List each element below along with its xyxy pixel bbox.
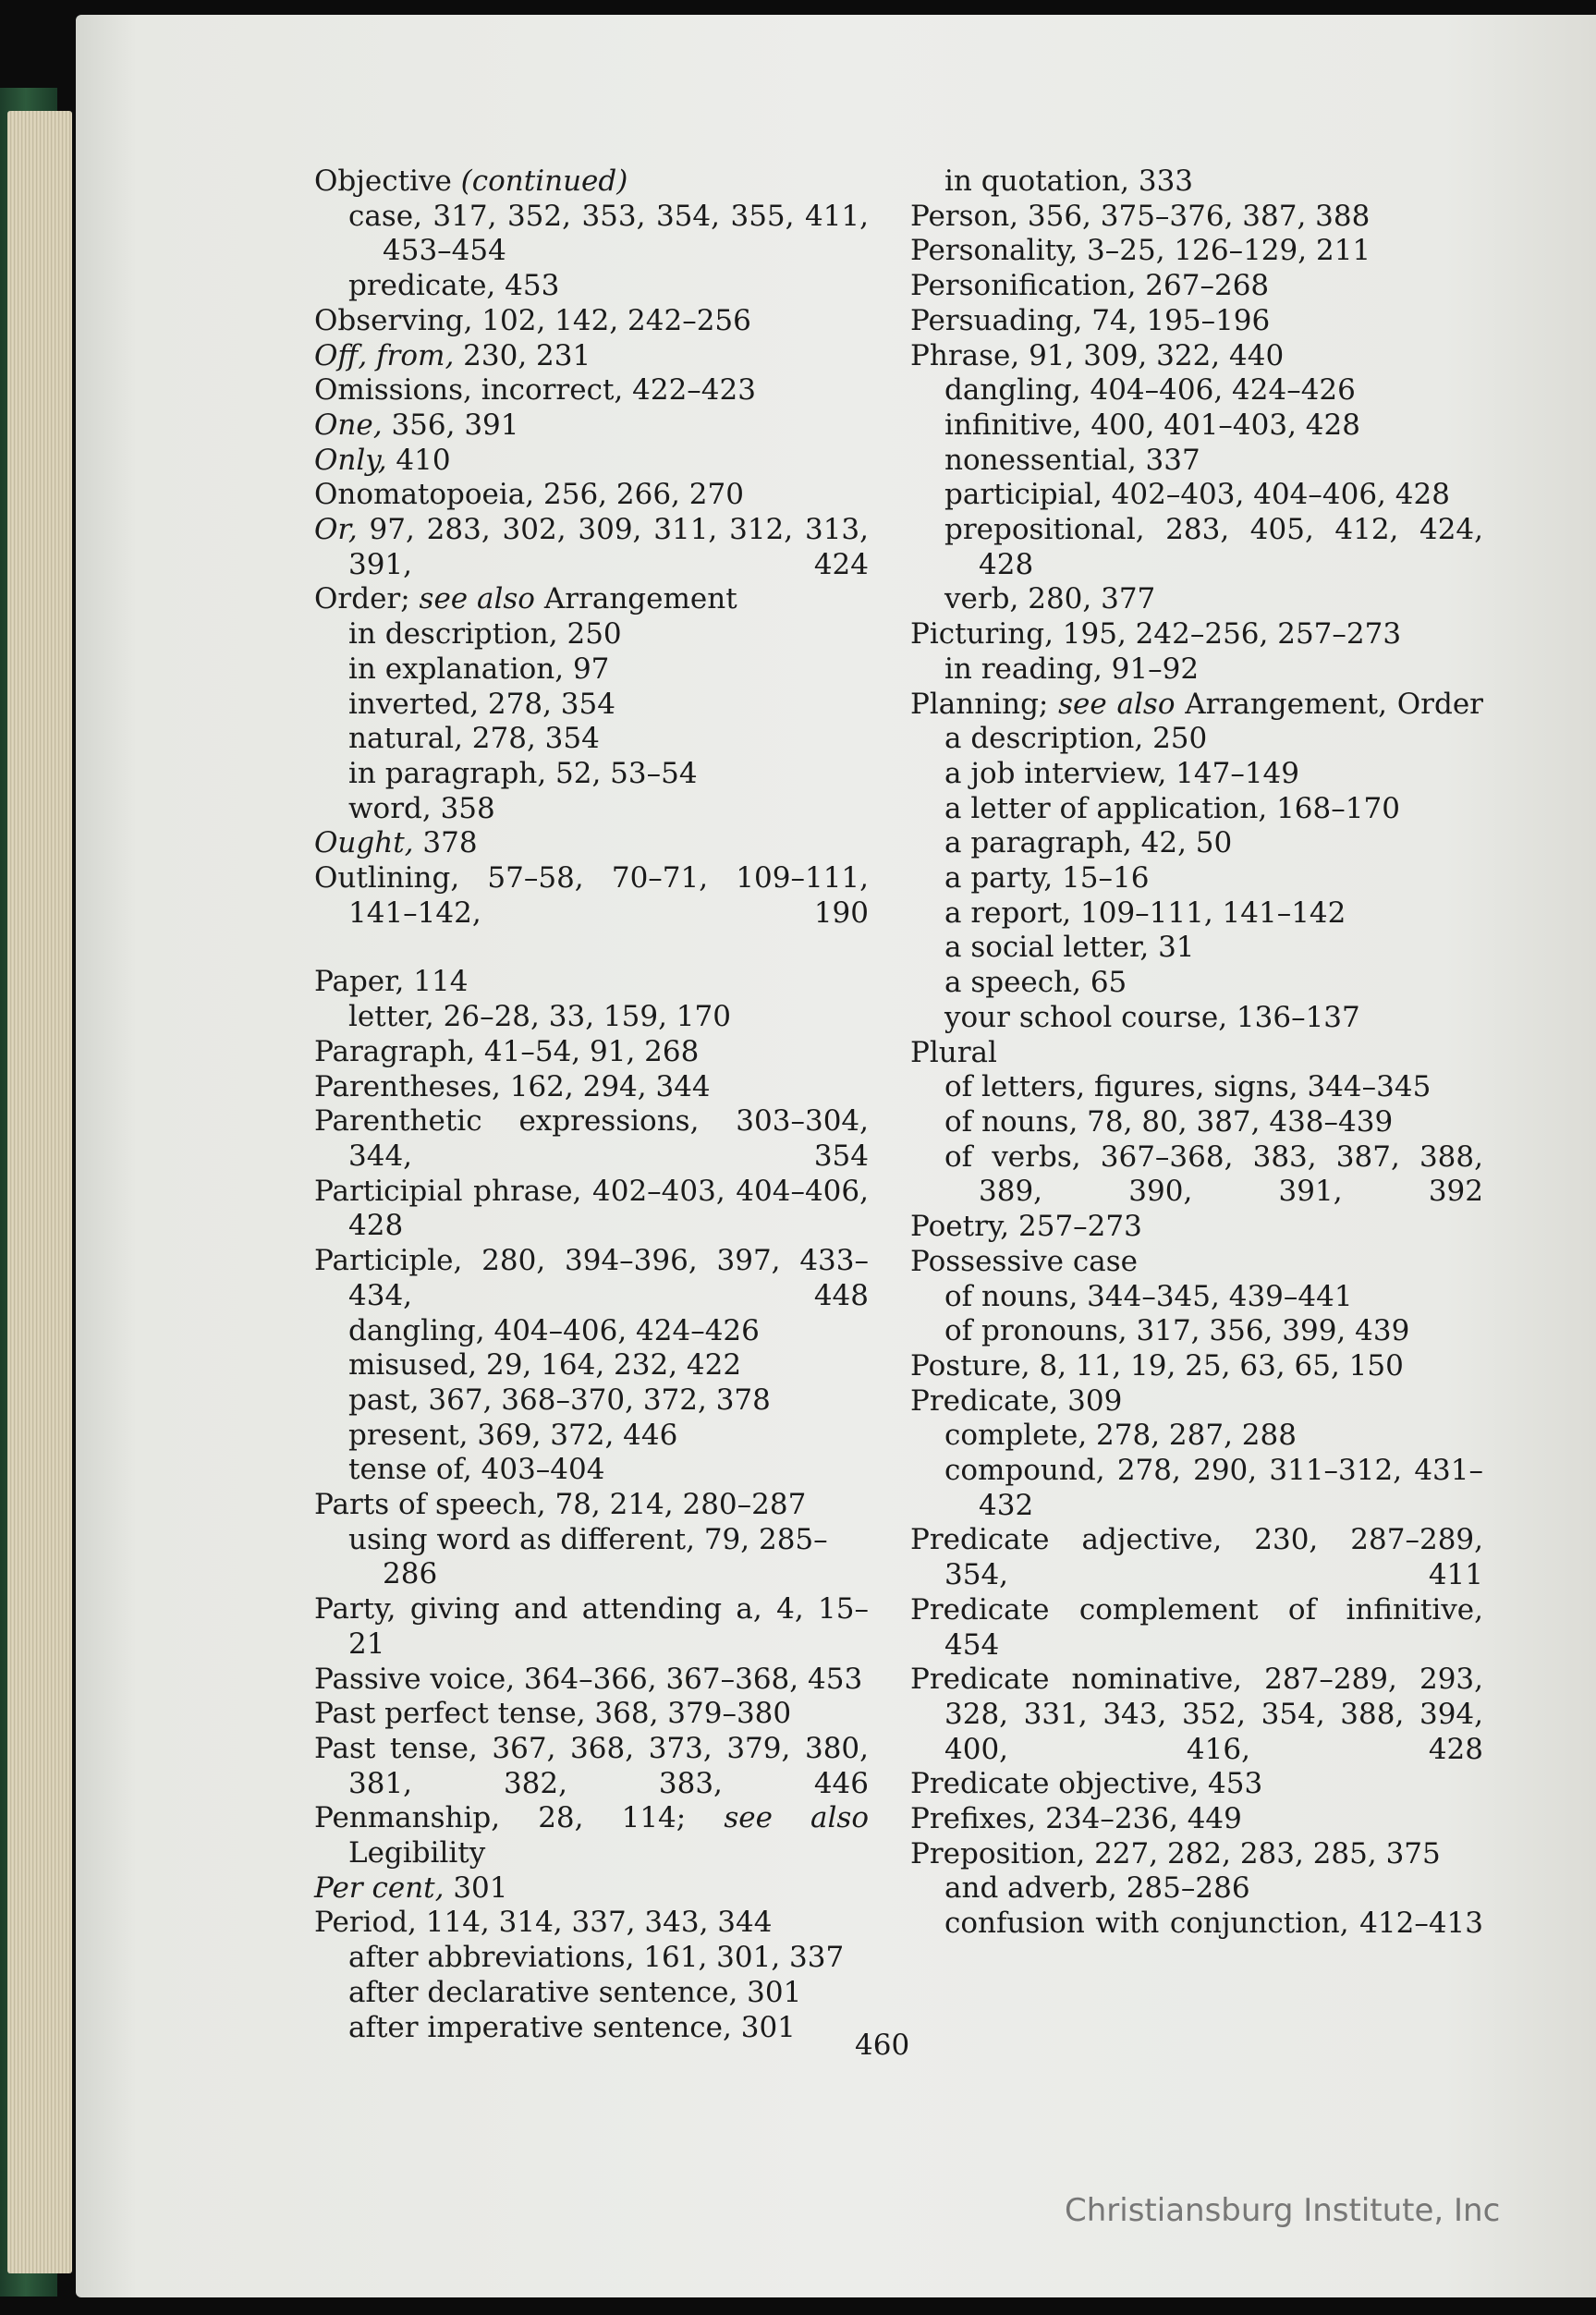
- index-entry: [910, 1349, 1483, 1384]
- entry-italic: Only,: [314, 443, 387, 477]
- index-subentry: [314, 792, 869, 827]
- entry-text: letter, 26–28, 33, 159, 170: [348, 1000, 731, 1034]
- entry-italic: Per cent,: [314, 1870, 445, 1905]
- entry-text: a report, 109–111, 141–142: [944, 896, 1346, 930]
- index-entry: [910, 617, 1483, 652]
- index-entry: [910, 1593, 1483, 1663]
- entry-text: Phrase, 91, 309, 322, 440: [910, 338, 1285, 372]
- index-subentry: [314, 688, 869, 723]
- entry-text: inverted, 278, 354: [348, 687, 615, 721]
- index-entry: [314, 1488, 869, 1523]
- index-subentry: [910, 1871, 1483, 1907]
- entry-text: Penmanship, 28, 114;: [314, 1801, 725, 1835]
- index-entry: [314, 582, 869, 617]
- index-subentry: [910, 1105, 1483, 1140]
- entry-text: Personification, 267–268: [910, 269, 1270, 303]
- index-entry: [314, 1732, 869, 1801]
- entry-text: Party, giving and attending a, 4, 15–21: [314, 1592, 869, 1661]
- entry-text: Parentheses, 162, 294, 344: [314, 1069, 711, 1103]
- index-subentry: [314, 269, 869, 304]
- entry-italic: Off, from,: [314, 338, 455, 372]
- entry-italic: (continued): [460, 164, 628, 198]
- entry-text: of pronouns, 317, 356, 399, 439: [944, 1314, 1410, 1348]
- entry-italic: see also: [419, 582, 535, 616]
- index-entry: [314, 304, 869, 339]
- entry-text: 301: [444, 1870, 508, 1905]
- entry-text: of nouns, 78, 80, 387, 438–439: [944, 1104, 1394, 1139]
- entry-text: in quotation, 333: [944, 164, 1194, 198]
- entry-text: dangling, 404–406, 424–426: [944, 373, 1356, 408]
- entry-text: of letters, figures, signs, 344–345: [944, 1070, 1432, 1104]
- index-entry: [314, 1175, 869, 1244]
- index-entry: [314, 164, 869, 200]
- index-subentry: [910, 478, 1483, 513]
- index-entry: [910, 1767, 1483, 1802]
- entry-text: of verbs, 367–368, 383, 387, 388, 389, 390, 391, 392: [944, 1139, 1483, 1209]
- entry-text: Predicate complement of infinitive, 454: [910, 1592, 1483, 1662]
- entry-text: Order;: [314, 582, 420, 616]
- index-subentry: [910, 1140, 1483, 1210]
- entry-text: Plural: [910, 1035, 997, 1069]
- entry-text: a party, 15–16: [944, 861, 1150, 896]
- index-subentry: [910, 757, 1483, 792]
- entry-text: Past tense, 367, 368, 373, 379, 380, 381, 382, 383, 446: [314, 1731, 869, 1800]
- index-entry: [910, 1523, 1483, 1592]
- entry-text: Predicate, 309: [910, 1383, 1123, 1418]
- index-subentry: [910, 444, 1483, 479]
- entry-text: after imperative sentence, 301: [348, 2010, 796, 2044]
- entry-text: a social letter, 31: [944, 931, 1195, 965]
- index-subentry: [314, 1314, 869, 1349]
- index-subentry: [910, 1070, 1483, 1105]
- index-entry: [910, 1837, 1483, 1872]
- entry-text: in explanation, 97: [348, 652, 610, 686]
- entry-text: Period, 114, 314, 337, 343, 344: [314, 1906, 773, 1940]
- entry-text: Predicate nominative, 287–289, 293, 328, 331, 343, 352, 354, 388, 394, 400, 416, 428: [910, 1663, 1483, 1766]
- entry-text: Arrangement, Order: [1175, 687, 1483, 721]
- index-entry: [910, 234, 1483, 269]
- entry-text: Past perfect tense, 368, 379–380: [314, 1697, 792, 1731]
- entry-text: Paragraph, 41–54, 91, 268: [314, 1034, 700, 1068]
- entry-text: Persuading, 74, 195–196: [910, 303, 1271, 337]
- entry-text: Arrangement: [534, 582, 737, 616]
- index-subentry: [910, 861, 1483, 896]
- entry-text: Observing, 102, 142, 242–256: [314, 303, 751, 337]
- entry-text: 378: [413, 826, 478, 860]
- entry-text: 230, 231: [454, 338, 591, 372]
- index-entry: [314, 339, 869, 374]
- entry-text: Parenthetic expressions, 303–304, 344, 354: [314, 1104, 869, 1173]
- index-subentry: [314, 1976, 869, 2011]
- index-subentry: [314, 2011, 869, 2046]
- entry-text: a job interview, 147–149: [944, 756, 1299, 790]
- entry-text: 356, 391: [382, 408, 519, 442]
- index-subentry: [910, 1001, 1483, 1036]
- index-entry: [314, 1663, 869, 1698]
- index-subentry: [314, 757, 869, 792]
- index-entry: [910, 1802, 1483, 1837]
- entry-text: your school course, 136–137: [944, 1000, 1360, 1034]
- index-column-right: [910, 164, 1483, 1942]
- index-subentry: [910, 373, 1483, 408]
- entry-text: tense of, 403–404: [348, 1453, 605, 1487]
- entry-text: Participle, 280, 394–396, 397, 433–434, 448: [314, 1244, 869, 1312]
- index-entry: [314, 1104, 869, 1174]
- entry-text: Passive voice, 364–366, 367–368, 453: [314, 1662, 863, 1696]
- index-entry: [910, 1036, 1483, 1071]
- entry-text: Preposition, 227, 282, 283, 285, 375: [910, 1836, 1441, 1870]
- entry-text: Person, 356, 375–376, 387, 388: [910, 199, 1371, 233]
- index-entry: [910, 1245, 1483, 1280]
- index-subentry: [910, 966, 1483, 1001]
- entry-italic: Or,: [314, 513, 358, 547]
- entry-text: in paragraph, 52, 53–54: [348, 756, 698, 790]
- index-subentry: [314, 200, 869, 269]
- entry-text: past, 367, 368–370, 372, 378: [348, 1383, 771, 1417]
- entry-text: Parts of speech, 78, 214, 280–287: [314, 1488, 807, 1522]
- index-entry: [910, 1663, 1483, 1767]
- index-entry: [910, 688, 1483, 723]
- index-subentry: [314, 652, 869, 688]
- index-subentry: [910, 408, 1483, 444]
- index-entry: [314, 1801, 869, 1870]
- entry-text: Predicate objective, 453: [910, 1767, 1263, 1801]
- entry-text: Legibility: [348, 1836, 486, 1870]
- index-entry: [314, 1070, 869, 1105]
- index-entry: [314, 1697, 869, 1732]
- index-entry: [314, 965, 869, 1000]
- index-subentry: [314, 1383, 869, 1419]
- entry-italic: One,: [314, 408, 383, 442]
- index-subentry: [314, 1419, 869, 1454]
- entry-italic: see also: [724, 1801, 869, 1835]
- index-entry: [314, 478, 869, 513]
- entry-text: Objective: [314, 164, 461, 198]
- entry-text: after abbreviations, 161, 301, 337: [348, 1941, 845, 1975]
- entry-text: compound, 278, 290, 311–312, 431–432: [944, 1454, 1483, 1522]
- entry-text: dangling, 404–406, 424–426: [348, 1313, 760, 1347]
- entry-text: participial, 402–403, 404–406, 428: [944, 478, 1450, 512]
- entry-text: infinitive, 400, 401–403, 428: [944, 408, 1360, 442]
- entry-text: using word as different, 79, 285–286: [348, 1522, 828, 1591]
- index-subentry: [314, 1453, 869, 1488]
- entry-text: Predicate adjective, 230, 287–289, 354, 411: [910, 1523, 1483, 1592]
- entry-text: a description, 250: [944, 722, 1208, 756]
- index-subentry: [910, 722, 1483, 757]
- entry-text: complete, 278, 287, 288: [944, 1419, 1297, 1453]
- page-edges: [7, 111, 72, 2273]
- index-entry: [910, 1210, 1483, 1245]
- index-entry: [314, 408, 869, 444]
- index-entry: [314, 1592, 869, 1662]
- entry-text: Omissions, incorrect, 422–423: [314, 373, 756, 408]
- entry-text: misused, 29, 164, 232, 422: [348, 1348, 742, 1383]
- entry-text: confusion with conjunction, 412–413: [944, 1907, 1483, 1941]
- index-subentry: [314, 1523, 869, 1592]
- index-entry: [314, 1244, 869, 1313]
- entry-text: Picturing, 195, 242–256, 257–273: [910, 617, 1402, 652]
- index-entry: [314, 1035, 869, 1070]
- index-subentry: [314, 1000, 869, 1035]
- entry-text: prepositional, 283, 405, 412, 424, 428: [944, 513, 1483, 581]
- index-entry: [314, 1906, 869, 1941]
- section-gap: [314, 931, 869, 965]
- entry-text: Poetry, 257–273: [910, 1210, 1142, 1244]
- entry-text: Paper, 114: [314, 965, 469, 999]
- index-subentry: [910, 1314, 1483, 1349]
- entry-text: Possessive case: [910, 1244, 1138, 1278]
- entry-text: and adverb, 285–286: [944, 1871, 1250, 1906]
- index-entry: [910, 1384, 1483, 1419]
- entry-text: nonessential, 337: [944, 443, 1200, 477]
- entry-text: word, 358: [348, 791, 495, 825]
- index-subentry: [314, 1941, 869, 1976]
- entry-text: in description, 250: [348, 617, 622, 652]
- entry-text: Participial phrase, 402–403, 404–406, 428: [314, 1174, 869, 1243]
- entry-text: of nouns, 344–345, 439–441: [944, 1279, 1353, 1313]
- index-subentry: [910, 513, 1483, 582]
- entry-text: verb, 280, 377: [944, 582, 1156, 616]
- index-subentry: [910, 1454, 1483, 1523]
- entry-text: case, 317, 352, 353, 354, 355, 411, 453–454: [348, 199, 869, 268]
- watermark: Christiansburg Institute, Inc: [1065, 2192, 1501, 2229]
- index-subentry: [314, 1348, 869, 1383]
- index-subentry: [910, 652, 1483, 688]
- index-subentry: [314, 617, 869, 652]
- entry-text: Personality, 3–25, 126–129, 211: [910, 234, 1371, 268]
- entry-text: a speech, 65: [944, 966, 1127, 1000]
- index-entry: [314, 861, 869, 931]
- entry-text: natural, 278, 354: [348, 722, 600, 756]
- index-subentry: [910, 826, 1483, 861]
- index-subentry: [314, 722, 869, 757]
- index-entry: [314, 826, 869, 861]
- entry-text: in reading, 91–92: [944, 652, 1200, 686]
- index-subentry: [910, 896, 1483, 932]
- index-subentry: [910, 1907, 1483, 1942]
- index-entry: [910, 304, 1483, 339]
- entry-text: predicate, 453: [348, 269, 560, 303]
- index-entry: [910, 269, 1483, 304]
- entry-text: Posture, 8, 11, 19, 25, 63, 65, 150: [910, 1348, 1404, 1383]
- index-subentry: [910, 931, 1483, 966]
- entry-text: Outlining, 57–58, 70–71, 109–111, 141–142, 190: [314, 861, 869, 930]
- index-entry: [314, 444, 869, 479]
- index-column-left: [314, 164, 869, 2045]
- entry-text: Planning;: [910, 687, 1059, 721]
- index-subentry: [910, 1280, 1483, 1315]
- index-entry: [314, 1871, 869, 1907]
- entry-text: a paragraph, 42, 50: [944, 826, 1233, 860]
- entry-italic: Ought,: [314, 826, 414, 860]
- entry-text: after declarative sentence, 301: [348, 1975, 802, 2009]
- index-entry: [910, 339, 1483, 374]
- entry-italic: see also: [1058, 687, 1176, 721]
- index-entry: [314, 373, 869, 408]
- index-subentry: [910, 792, 1483, 827]
- entry-text: a letter of application, 168–170: [944, 791, 1400, 825]
- index-entry: [910, 200, 1483, 235]
- entry-text: Prefixes, 234–236, 449: [910, 1802, 1242, 1836]
- entry-text: Onomatopoeia, 256, 266, 270: [314, 478, 744, 512]
- entry-text: present, 369, 372, 446: [348, 1418, 678, 1452]
- page-number: 460: [855, 2029, 910, 2062]
- index-entry: [314, 513, 869, 582]
- index-subentry: [910, 582, 1483, 617]
- entry-text: 410: [386, 443, 451, 477]
- entry-text: 97, 283, 302, 309, 311, 312, 313, 391, 424: [348, 513, 869, 581]
- index-subentry: [910, 1419, 1483, 1454]
- index-subentry: [910, 164, 1483, 200]
